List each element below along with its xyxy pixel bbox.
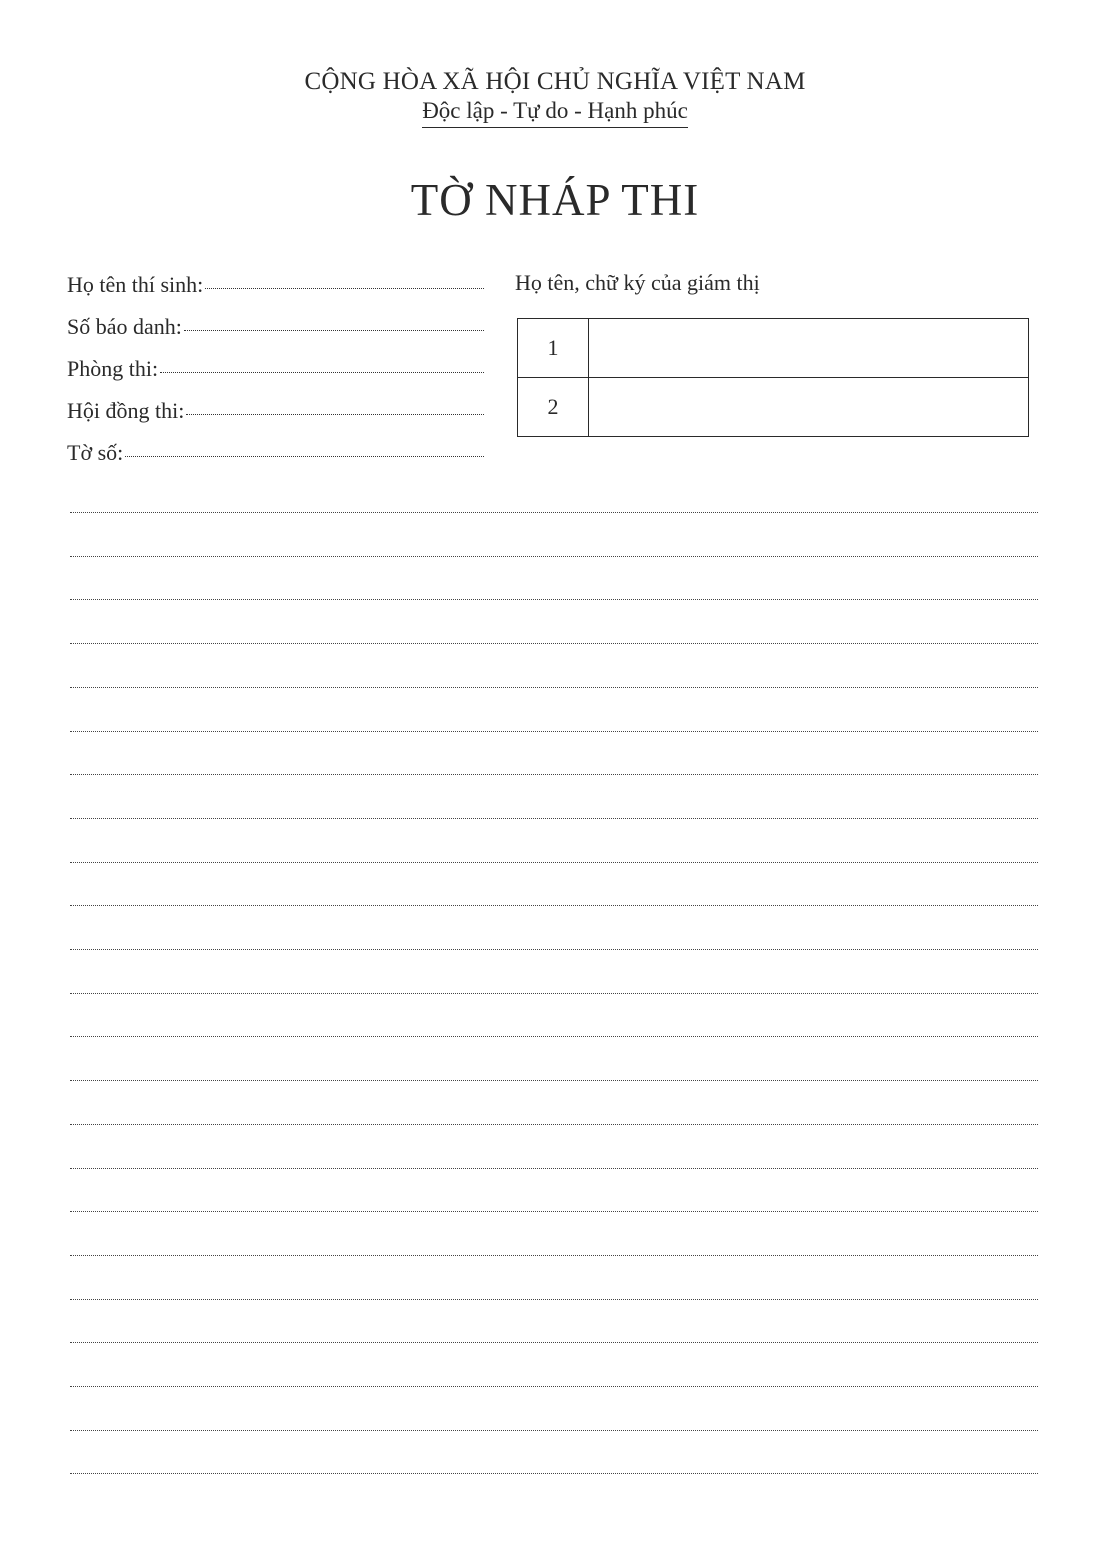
writing-line[interactable] [70,643,1038,644]
writing-line[interactable] [70,993,1038,994]
sheet-number-blank[interactable] [125,456,484,457]
exam-room-blank[interactable] [160,372,484,373]
candidate-name-field[interactable] [67,272,484,298]
national-motto: Độc lập - Tự do - Hạnh phúc [422,98,688,128]
writing-line[interactable] [70,687,1038,688]
sheet-number-field[interactable] [67,440,484,466]
writing-line[interactable] [70,731,1038,732]
writing-line[interactable] [70,1124,1038,1125]
writing-line[interactable] [70,1430,1038,1431]
country-name: CỘNG HÒA XÃ HỘI CHỦ NGHĨA VIỆT NAM [304,68,806,95]
writing-line[interactable] [70,905,1038,906]
writing-line[interactable] [70,1386,1038,1387]
exam-room-field[interactable] [67,356,484,382]
writing-line[interactable] [70,949,1038,950]
writing-line[interactable] [70,1036,1038,1037]
writing-line[interactable] [70,818,1038,819]
candidate-name-blank[interactable] [205,288,484,289]
exam-room-label: Phòng thi: [67,356,159,381]
writing-line[interactable] [70,1168,1038,1169]
candidate-number-field[interactable] [67,314,484,340]
exam-council-field[interactable] [67,398,484,424]
sheet-number-label: Tờ số: [67,440,124,465]
writing-line[interactable] [70,1299,1038,1300]
proctor-row [518,378,1028,436]
proctor-signature-title: Họ tên, chữ ký của giám thị [515,270,760,295]
exam-council-blank[interactable] [186,414,484,415]
exam-council-label: Hội đồng thi: [67,398,185,423]
proctor-signature-cell[interactable] [589,378,1028,436]
candidate-name-label: Họ tên thí sinh: [67,272,204,297]
proctor-row [518,319,1028,378]
writing-line[interactable] [70,1080,1038,1081]
candidate-number-blank[interactable] [184,330,484,331]
proctor-row-number: 2 [518,378,589,436]
proctor-row-number: 1 [518,319,589,377]
writing-line[interactable] [70,1473,1038,1474]
proctor-signature-cell[interactable] [589,319,1028,377]
writing-line[interactable] [70,1211,1038,1212]
motto-wrap [0,98,1110,128]
writing-line[interactable] [70,512,1038,513]
page-title: TỜ NHÁP THI [410,175,700,225]
writing-line[interactable] [70,1342,1038,1343]
candidate-number-label: Số báo danh: [67,314,182,339]
proctor-signature-table [517,318,1029,437]
writing-line[interactable] [70,774,1038,775]
writing-line[interactable] [70,556,1038,557]
writing-line[interactable] [70,862,1038,863]
writing-line[interactable] [70,1255,1038,1256]
writing-line[interactable] [70,599,1038,600]
